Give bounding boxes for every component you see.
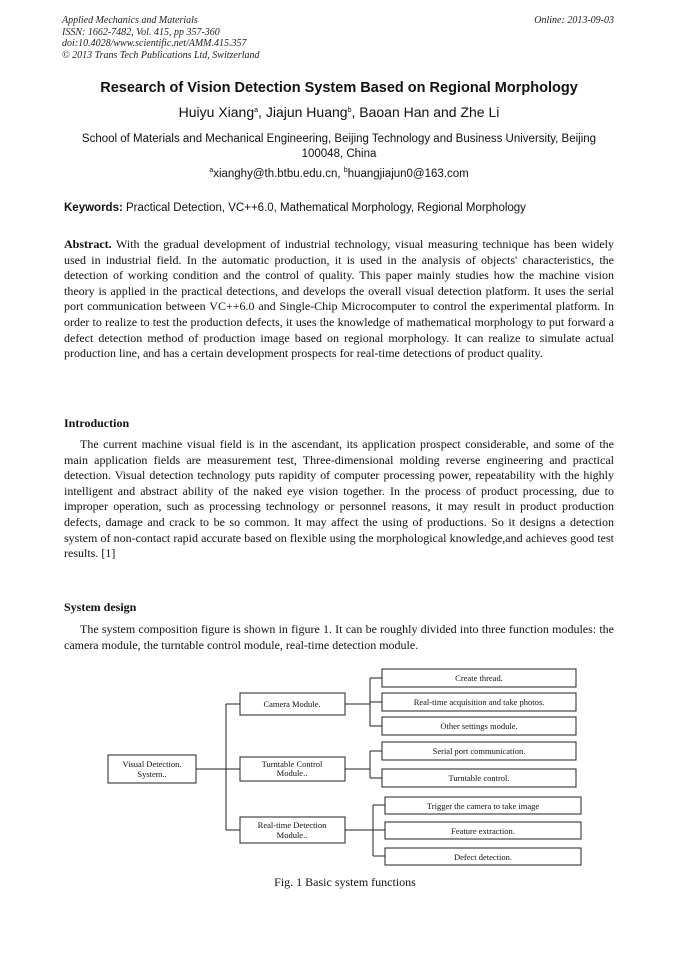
keywords-label: Keywords: xyxy=(64,202,123,214)
author-list: Huiyu Xiang$^a$, Jiajun Huang$^b$, Baoan Han and Zhe Li xyxy=(178,104,500,120)
camera-module-label: Camera Module. xyxy=(263,699,321,709)
issn-line: ISSN: 1662-7482, Vol. 415, pp 357-360 xyxy=(62,26,220,38)
system-design-heading: System design xyxy=(64,600,137,614)
journal-header xyxy=(62,15,260,61)
other-settings-label: Other settings module. xyxy=(440,721,518,731)
turntable-module-label-2: Module.. xyxy=(276,768,308,778)
journal-name: Applied Mechanics and Materials xyxy=(62,15,198,26)
root-label-2: System.. xyxy=(137,769,167,779)
realtime-module-label-1: Real-time Detection xyxy=(257,820,327,830)
email-2-sup: b xyxy=(343,167,348,174)
defect-label: Defect detection. xyxy=(453,852,513,862)
introduction-heading: Introduction xyxy=(64,416,130,430)
paper-title: Research of Vision Detection System Based on Regional Morphology xyxy=(100,80,578,96)
keywords-line xyxy=(64,202,614,214)
author-2: Jiajun Huang xyxy=(265,104,348,120)
system-figure xyxy=(100,667,590,877)
acquisition-label: Real-time acquisition and take photos. xyxy=(413,697,545,707)
feature-label: Feature extraction. xyxy=(451,826,515,836)
email-1: xianghy@th.btbu.edu.cn, xyxy=(213,168,341,180)
email-2: huangjiajun0@163.com xyxy=(347,168,469,180)
system-design-paragraph: The system composition figure is shown in figure 1. It can be roughly divided into three function modules: the camera module, the turntable control module, real-time detection module. xyxy=(64,622,614,652)
copyright-line: © 2013 Trans Tech Publications Ltd, Switzerland xyxy=(62,49,260,61)
email-1-sup: a xyxy=(209,167,214,174)
author-rest: Baoan Han and Zhe Li xyxy=(359,104,500,120)
author-1: Huiyu Xiang xyxy=(178,104,255,120)
figure-caption: Fig. 1 Basic system functions xyxy=(274,875,416,889)
create-thread-label: Create thread. xyxy=(455,673,503,683)
root-label-1: Visual Detection. xyxy=(122,759,182,769)
turntable-module-label-1: Turntable Control xyxy=(261,759,323,769)
email-line xyxy=(0,167,678,180)
abstract-paragraph xyxy=(64,237,614,362)
realtime-module-label-2: Module.. xyxy=(276,830,308,840)
online-date: Online: 2013-09-03 xyxy=(534,15,614,26)
author-2-sup: b xyxy=(347,107,352,114)
system-diagram xyxy=(100,667,590,872)
turntable-control-label: Turntable control. xyxy=(448,773,510,783)
keywords-text: Practical Detection, VC++6.0, Mathematical Morphology, Regional Morphology xyxy=(126,202,526,214)
affiliation: School of Materials and Mechanical Engineering, Beijing Technology and Business University, Beijing 100048, China xyxy=(81,133,597,160)
doi-line: doi:10.4028/www.scientific.net/AMM.415.357 xyxy=(62,38,247,49)
abstract-text: With the gradual development of industrial technology, visual measuring technique has been widely used in industrial field. In the automatic production, it is used in the analysis of objects' characteristics, the detection of working condition and the control of quality. This paper mainly studies how the machine vision theory is applied in the practical detections, and develops the overall visual detection platform. It uses the serial port communication between VC++6.0 and Single-Chip Microcomputer to control the experimental platform. In order to realize to test the production defects, it uses the knowledge of mathematical morphology to put forward a defect detection method of production image based on regional morphology. It can realize to simulate actual production line, and has a certain development prospects for real-time detections of product quality. xyxy=(64,237,614,361)
introduction-paragraph: The current machine visual field is in the ascendant, its application prospect considerable, and some of the main application fields are measurement test, Three-dimensional molding reverse engineering and practical detection. Visual detection technology puts rapidity of computer processing power, repeatability with the highly intelligent and abstract ability of the naked eye vision together. In the process of product processing, due to improper operation, such as processing technology or personnel reasons, it may result in product production defects, damage and crack to be so common. It may affect the using of productions. So it designs a detection system of non-contact rapid accurate based on flexible using the morphological knowledge,and achieves good test results. [1] xyxy=(64,437,614,561)
abstract-label: Abstract. xyxy=(64,237,112,251)
trigger-label: Trigger the camera to take image xyxy=(426,801,540,811)
author-1-sup: a xyxy=(254,107,259,114)
serial-port-label: Serial port communication. xyxy=(432,746,526,756)
